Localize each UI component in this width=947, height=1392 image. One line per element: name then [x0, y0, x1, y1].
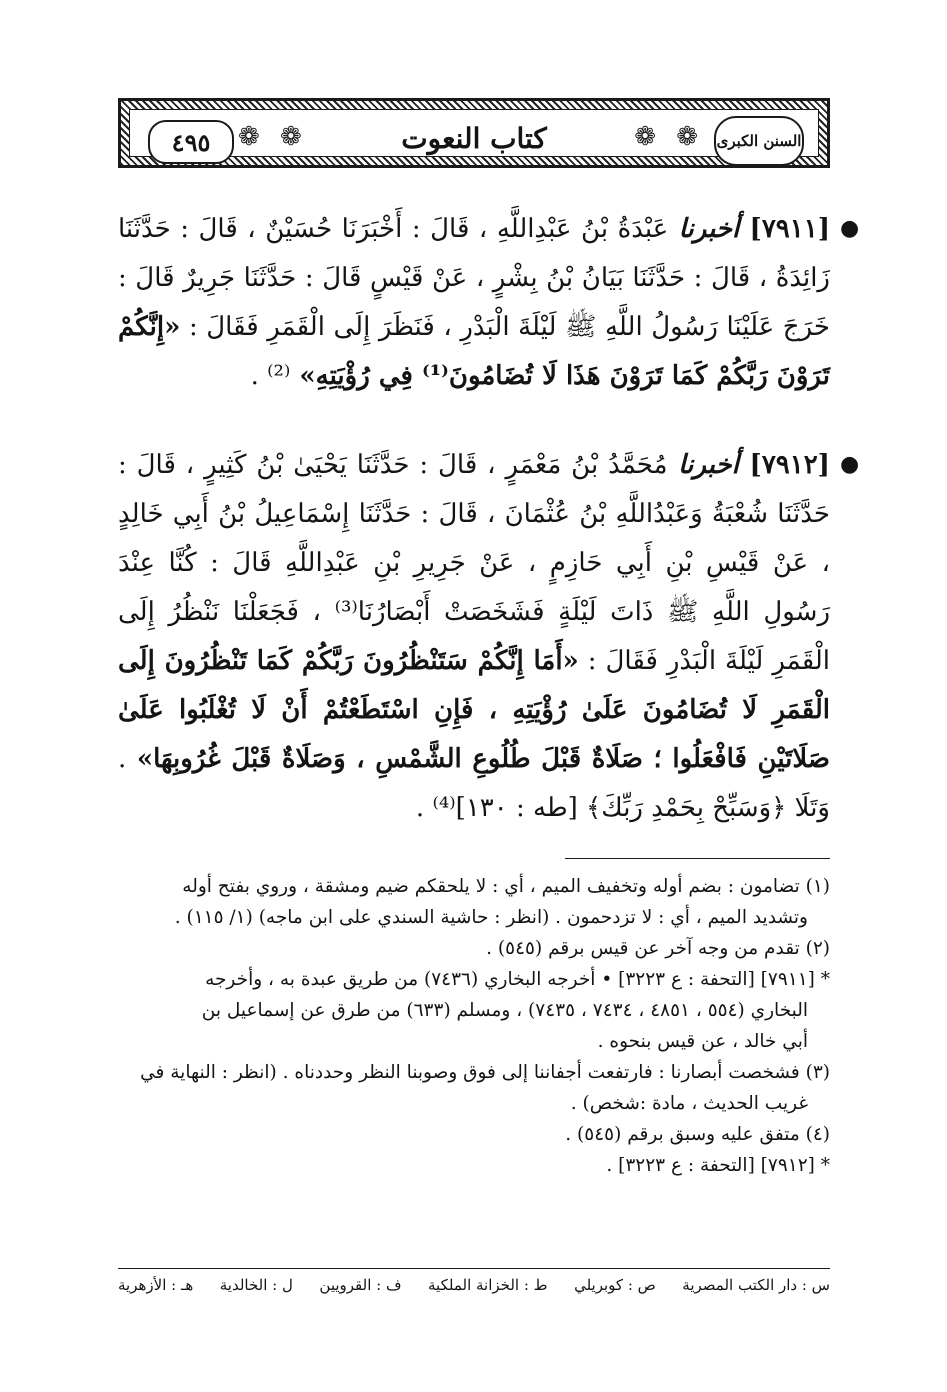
sigla-item: س : دار الكتب المصرية [682, 1276, 830, 1294]
bullet-icon: ● [840, 216, 860, 241]
footnote-line: أبي خالد ، عن قيس بنحوه . [597, 1031, 808, 1052]
hadith-number: [٧٩١٢] [738, 450, 830, 480]
header-inner [129, 109, 819, 157]
footnote-line: * [٧٩١٢] [التحفة : ع ٣٢٢٣] . [606, 1155, 830, 1176]
book-emblem: السنن الكبرى [714, 116, 804, 166]
hadith-7911 [118, 205, 830, 401]
footnote-line: * [٧٩١١] [التحفة : ع ٣٢٢٣] • أخرجه البخاري (٧٤٣٦) من طريق عبدة به ، وأخرجه [205, 969, 830, 990]
hadith-quote: «إِنَّكُمْ تَرَوْنَ رَبَّكُمْ كَمَا تَرَوْنَ [118, 312, 830, 391]
hadith-line: أَبِي حَازِمٍ ، عَنْ جَرِيرِ بْنِ عَبْدِاللَّهِ قَالَ : كُنَّا عِنْدَ رَسُولِ اللَّهِ ﷺ ذَاتَ لَيْلَةٍ [118, 548, 830, 627]
ornament-icon: ❁ [676, 122, 698, 152]
sigla-item: ص : كوبريلي [574, 1276, 656, 1294]
hadith-quote: أَنْ لَا تُغْلَبُوا عَلَىٰ صَلَاتَيْنِ فَافْعَلُوا ؛ صَلَاةٌ قَبْلَ طُلُوعِ الشَّمْسِ ، وَصَلَاةٌ قَبْلَ [118, 695, 830, 774]
hadith-line: شُعْبَةُ وَعَبْدُاللَّهِ بْنُ عُثْمَانَ ، قَالَ : حَدَّثَنَا إِسْمَاعِيلُ بْنُ أَبِي خَالِدٍ ، عَنْ قَيْسِ بْنِ [118, 499, 830, 578]
bullet-icon: ● [840, 452, 860, 477]
sigla-item: ف : القرويين [319, 1276, 402, 1294]
hadith-quote: هَذَا لَا تُضَامُونَ⁽¹⁾ فِي رُؤْيَتِهِ» [290, 361, 601, 391]
hadith-number: [٧٩١١] [739, 214, 831, 244]
footnote-line: (٤) متفق عليه وسبق برقم (٥٤٥) . [565, 1124, 830, 1145]
hadith-line: عَبْدَةُ بْنُ عَبْدِاللَّهِ ، قَالَ : أَخْبَرَنَا حُسَيْنٌ ، قَالَ : حَدَّثَنَا زَائِدَةُ ، [118, 214, 830, 293]
footnote-divider [565, 858, 830, 859]
hadith-line: فَشَخَصَتْ أَبْصَارُنَا⁽³⁾ ، فَجَعَلْنَا نَنْظُرُ إِلَى الْقَمَرِ لَيْلَةَ الْبَدْرِ فَقَالَ : [118, 597, 830, 676]
ornament-icon: ❁ [280, 122, 302, 152]
footnote-ref: ⁽²⁾ . [250, 361, 291, 391]
page-number: ٤٩٥ [148, 120, 234, 164]
hadith-opening: أخبرنا [667, 450, 739, 480]
hadith-7912 [118, 441, 830, 833]
footnote-line: (٣) فشخصت أبصارنا : فارتفعت أجفاننا إلى فوق وصوبنا النظر وحددناه . (انظر : النهاية في [140, 1062, 830, 1083]
footnotes [118, 872, 830, 1182]
sigla-item: ط : الخزانة الملكية [428, 1276, 548, 1294]
hadith-opening: أخبرنا [668, 214, 740, 244]
ornament-icon: ❁ [238, 122, 260, 152]
footnote-line: غريب الحديث ، مادة :شخص) . [570, 1093, 808, 1114]
hadith-quote: غُرُوبِهَا» [126, 744, 221, 774]
footnote-line: (١) تضامون : بضم أوله وتخفيف الميم ، أي : لا يلحقكم ضيم ومشقة ، وروي بفتح أوله [182, 876, 830, 897]
book-title: كتاب النعوت [401, 121, 547, 155]
hadith-tail: . وَتَلَا ﴿وَسَبِّحْ بِحَمْدِ رَبِّكَ﴾ [طه : ١٣٠]⁽⁴⁾ . [118, 744, 830, 823]
page-header [118, 98, 830, 168]
hadith-line: مُحَمَّدُ بْنُ مَعْمَرٍ ، قَالَ : حَدَّثَنَا يَحْيَىٰ بْنُ كَثِيرٍ ، قَالَ : حَدَّثَنَا [118, 450, 830, 529]
hadith-quote: سَتَنْظُرُونَ رَبَّكُمْ كَمَا تَنْظُرُونَ إِلَى الْقَمَرِ لَا تُضَامُونَ عَلَىٰ رُؤْيَتِهِ ، فَإِنِ اسْتَطَعْتُمْ [118, 646, 830, 725]
hadith-line: قَالَ : حَدَّثَنَا بَيَانُ بْنُ بِشْرٍ ، عَنْ قَيْسٍ قَالَ : حَدَّثَنَا جَرِيرٌ قَالَ : خَرَجَ عَلَيْنَا [118, 263, 830, 342]
footnote-line: وتشديد الميم ، أي : لا تزدحمون . (انظر : حاشية السندي على ابن ماجه) (١/ ١١٥) . [174, 907, 808, 928]
hadith-line: رَسُولُ اللَّهِ ﷺ لَيْلَةَ الْبَدْرِ ، فَنَظَرَ إِلَى الْقَمَرِ فَقَالَ : [180, 312, 718, 342]
footnote-line: البخاري (٥٥٤ ، ٤٨٥١ ، ٧٤٣٤ ، ٧٤٣٥) ، ومسلم (٦٣٣) من طرق عن إسماعيل بن [201, 1000, 808, 1021]
hadith-quote: «أَمَا إِنَّكُمْ [467, 646, 579, 676]
sigla-divider [118, 1268, 830, 1269]
sigla-item: هـ : الأزهرية [118, 1276, 194, 1294]
footnote-line: (٢) تقدم من وجه آخر عن قيس برقم (٥٤٥) . [486, 938, 830, 959]
manuscript-sigla [118, 1276, 830, 1294]
ornament-icon: ❁ [634, 122, 656, 152]
sigla-item: ل : الخالدية [219, 1276, 293, 1294]
